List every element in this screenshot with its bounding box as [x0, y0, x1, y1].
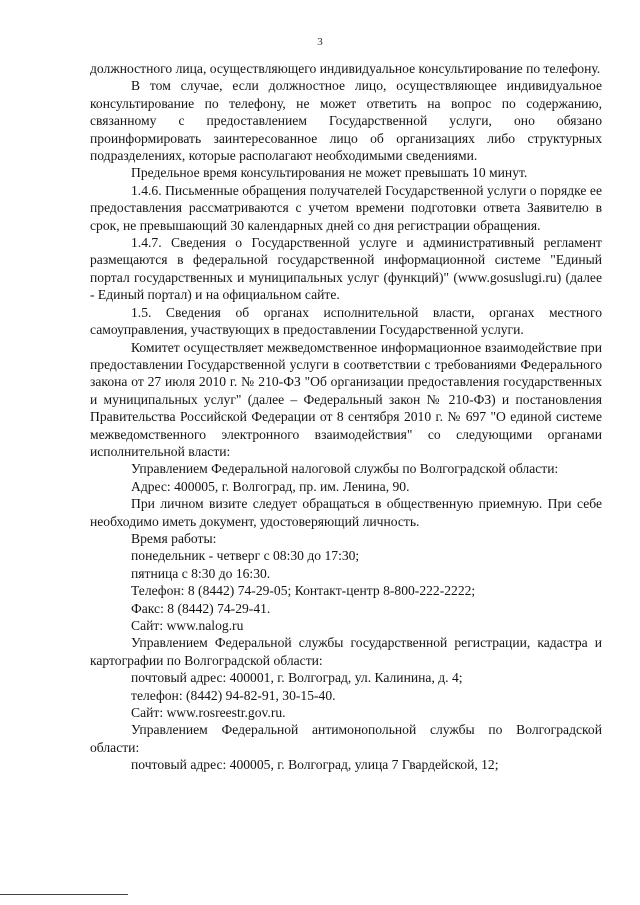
document-body — [90, 60, 602, 774]
paragraph: Управлением Федеральной антимонопольной службы по Волгоградской области: — [90, 722, 602, 755]
paragraph: Телефон: 8 (8442) 74-29-05; Контакт-центр 8-800-222-2222; — [131, 583, 476, 599]
paragraph: почтовый адрес: 400005, г. Волгоград, улица 7 Гвардейской, 12; — [131, 757, 499, 773]
paragraph: понедельник - четверг с 08:30 до 17:30; — [131, 548, 360, 564]
paragraph: Управлением Федеральной налоговой службы по Волгоградской области: — [131, 461, 559, 477]
paragraph: В том случае, если должностное лицо, осуществляющее индивидуальное консультирование по телефону, не может ответить на вопрос по содержанию, связанному с предоставлением Государственной услуги, оно обязано проинформировать заинтересованное лицо об организациях либо структурных подразделениях, которые располагают необходимыми сведениями. — [90, 78, 602, 164]
paragraph: Сайт: www.rosreestr.gov.ru. — [131, 705, 286, 721]
footer-rule — [0, 894, 128, 895]
paragraph: Предельное время консультирования не может превышать 10 минут. — [131, 165, 528, 181]
paragraph: должностного лица, осуществляющего индивидуальное консультирование по телефону. — [90, 61, 601, 76]
paragraph: 1.4.7. Сведения о Государственной услуге и административный регламент размещаются в федеральной государственной информационной системе "Единый портал государственных и муниципальных услуг (функций)" (www.gosuslugi.ru) (далее - Единый портал) и на официальном сайте. — [90, 235, 602, 303]
page-number: 3 — [317, 36, 323, 48]
paragraph: При личном визите следует обращаться в общественную приемную. При себе необходимо иметь документ, удостоверяющий личность. — [90, 496, 602, 529]
paragraph: Факс: 8 (8442) 74-29-41. — [131, 600, 271, 616]
paragraph: Управлением Федеральной службы государственной регистрации, кадастра и картографии по Волгоградской области: — [90, 635, 602, 668]
paragraph: телефон: (8442) 94-82-91, 30-15-40. — [131, 687, 336, 703]
paragraph: Адрес: 400005, г. Волгоград, пр. им. Ленина, 90. — [131, 478, 410, 494]
paragraph: 1.5. Сведения об органах исполнительной власти, органах местного самоуправления, участвующих в предоставлении Государственной услуги. — [90, 304, 602, 338]
paragraph: 1.4.6. Письменные обращения получателей Государственной услуги о порядке ее предоставления рассматриваются с учетом времени подготовки ответа Заявителю в срок, не превышающий 30 календарных дней со дня регистрации обращения. — [90, 182, 602, 233]
paragraph: пятница с 8:30 до 16:30. — [131, 565, 271, 581]
paragraph: Сайт: www.nalog.ru — [131, 618, 244, 633]
paragraph: почтовый адрес: 400001, г. Волгоград, ул. Калинина, д. 4; — [131, 670, 463, 686]
paragraph: Комитет осуществляет межведомственное информационное взаимодействие при предоставлении Государственной услуги в соответствии с требованиями Федерального закона от 27 июля 2010 г. № 210-ФЗ "Об организации предоставления государственных и муниципальных услуг" (далее – Федеральный закон № 210-ФЗ) и постановления Правительства Российской Федерации от 8 сентября 2010 г. № 697 "О единой системе межведомственного электронного взаимодействия" со следующими органами исполнительной власти: — [90, 339, 602, 459]
paragraph: Время работы: — [131, 530, 217, 546]
